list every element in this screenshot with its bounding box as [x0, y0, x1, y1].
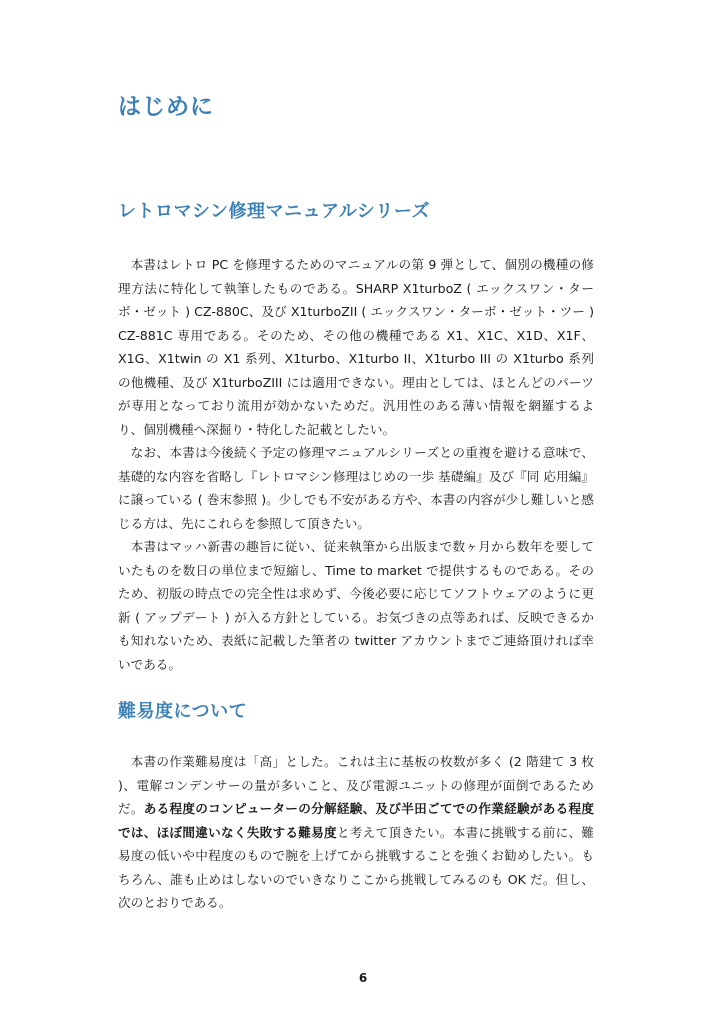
section-body-series — [118, 253, 594, 676]
paragraph: 本書はレトロ PC を修理するためのマニュアルの第 9 弾として、個別の機種の修理方法に特化して執筆したものである。SHARP X1turboZ ( エックスワン・ターボ・ゼット ) CZ-880C、及び X1turboZII ( エックスワン・ターボ・ゼット・ツー ) CZ-881C 専用である。そのため、その他の機種である X1、X1C、X1D、X1F、X1G、X1twin の X1 系列、X1turbo、X1turbo II、X1turbo III の X1turbo 系列の他機種、及び X1turboZIII には適用できない。理由としては、ほとんどのパーツが専用となっており流用が効かないためだ。汎用性のある薄い情報を網羅するより、個別機種へ深掘り・特化した記載としたい。 — [118, 257, 594, 437]
paragraph: なお、本書は今後続く予定の修理マニュアルシリーズとの重複を避ける意味で、基礎的な内容を省略し『レトロマシン修理はじめの一歩 基礎編』及び『同 応用編』に譲っている ( 巻末参照 )。少しでも不安がある方や、本書の内容が少し難しいと感じる方は、先にこれらを参照して頂きたい。 — [118, 445, 594, 531]
chapter-title: はじめに — [118, 94, 214, 120]
paragraph-lead: 本書の作業難易度は「高」とした。これは主に基板の枚数が多く (2 階建て 3 枚 )、電解コンデンサーの量が多いこと、及び電源ユニットの修理が面倒であるためだ。 — [118, 754, 594, 816]
paragraph: 本書はマッハ新書の趣旨に従い、従来執筆から出版まで数ヶ月から数年を要していたものを数日の単位まで短縮し、Time to market で提供するものである。そのため、初版の時点での完全性は求めず、今後必要に応じてソフトウェアのように更新 ( アップデート ) が入る方針としている。お気づきの点等あれば、反映できるかも知れないため、表紙に記載した筆者の twitter アカウントまでご連絡頂ければ幸いである。 — [118, 539, 594, 672]
emphasis-text: ある程度のコンピューターの分解経験、及び半田ごてでの作業経験がある程度では、ほぼ間違いなく失敗する難易度 — [118, 801, 595, 840]
section-heading-series: レトロマシン修理マニュアルシリーズ — [118, 201, 430, 222]
paragraph-rest: と考えて頂きたい。本書に挑戦する前に、難易度の低いや中程度のもので腕を上げてから挑戦することを強くお勧めしたい。もちろん、誰も止めはしないのでいきなりここから挑戦してみるのも OK だ。但し、次のとおりである。 — [118, 824, 595, 910]
page-number: 6 — [358, 971, 368, 985]
section-heading-difficulty: 難易度について — [118, 701, 248, 722]
paragraph — [118, 750, 594, 915]
section-body-difficulty — [118, 750, 594, 915]
